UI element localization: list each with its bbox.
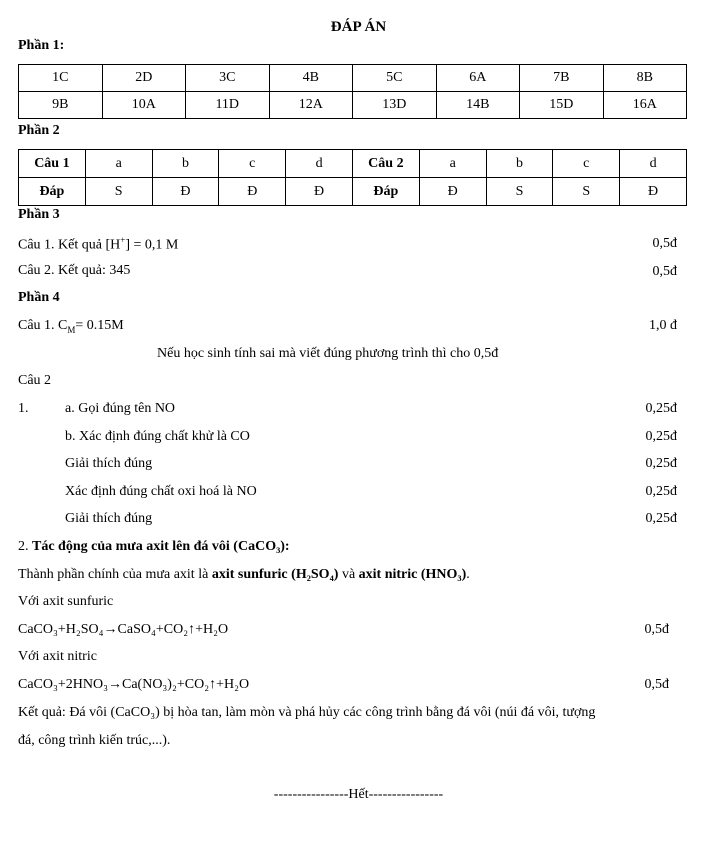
item1-line-c-points: 0,25đ — [645, 456, 677, 471]
header-cell: c — [219, 150, 286, 178]
item2-heading — [18, 539, 290, 555]
answer-cell: 11D — [186, 92, 270, 119]
header-cell: d — [286, 150, 353, 178]
header-cell: a — [85, 150, 152, 178]
equation-1-points: 0,5đ — [644, 622, 669, 637]
equation-1: CaCO₃+H₂SO₄→CaSO₄+CO₂↑+H₂O — [18, 622, 229, 637]
answer-cell: 12A — [269, 92, 353, 119]
part4-q1-note: Nếu học sinh tính sai mà viết đúng phương trình thì cho 0,5đ — [157, 346, 499, 361]
q1-text-prefix: Câu 1. Kết quả [H — [18, 237, 121, 253]
equation-2: CaCO₃+2HNO₃→Ca(NO₃)₂+CO₂↑+H₂O — [18, 677, 250, 692]
equation-2-points: 0,5đ — [644, 677, 669, 692]
part4-heading: Phần 4 — [18, 290, 60, 305]
answer-cell: 1C — [19, 65, 103, 92]
answer-cell: 10A — [102, 92, 186, 119]
answer-label-cell: Đáp — [352, 178, 419, 206]
answer-cell: 14B — [436, 92, 520, 119]
answer-cell: 7B — [520, 65, 604, 92]
item1-line-e-points: 0,25đ — [645, 511, 677, 526]
part2-heading: Phần 2 — [18, 123, 60, 138]
answer-cell: 4B — [269, 65, 353, 92]
q1-text-suffix: = 0.15M — [75, 318, 124, 333]
q1-text-prefix: Câu 1. C — [18, 318, 68, 333]
acid-composition — [18, 567, 470, 583]
item1-line-a-points: 0,25đ — [645, 401, 677, 416]
table-row — [19, 178, 687, 206]
table-row — [19, 150, 687, 178]
answer-cell: S — [553, 178, 620, 206]
part3-heading: Phần 3 — [18, 207, 60, 222]
answer-cell: 6A — [436, 65, 520, 92]
part3-q1-points: 0,5đ — [652, 236, 677, 251]
header-cell: b — [486, 150, 553, 178]
answer-cell: 13D — [353, 92, 437, 119]
answer-cell: 15D — [520, 92, 604, 119]
answer-cell: S — [486, 178, 553, 206]
answer-label-cell: Đáp — [19, 178, 86, 206]
result-line-1: Kết quả: Đá vôi (CaCO₃) bị hòa tan, làm mòn và phá hủy các công trình bằng đá vôi (núi đá vôi, tượng — [18, 705, 596, 720]
part1-heading: Phần 1: — [18, 38, 65, 53]
answer-cell: Đ — [620, 178, 687, 206]
end-marker: ----------------Hết---------------- — [273, 787, 444, 802]
answer-cell: 3C — [186, 65, 270, 92]
header-cell: b — [152, 150, 219, 178]
header-cell: c — [553, 150, 620, 178]
item1-line-b-points: 0,25đ — [645, 429, 677, 444]
answer-cell: 9B — [19, 92, 103, 119]
part1-answer-table — [18, 64, 687, 119]
answer-cell: S — [85, 178, 152, 206]
q1-superscript: + — [120, 235, 126, 245]
nitric-acid-name: axit nitric (HNO₃) — [358, 567, 467, 582]
part3-q2-points: 0,5đ — [652, 264, 677, 279]
page-title: ĐÁP ÁN — [330, 19, 387, 35]
q1-text-suffix: ] = 0,1 M — [125, 237, 179, 253]
part4-question2-label: Câu 2 — [18, 373, 52, 388]
part2-answer-table — [18, 149, 687, 206]
item1-line-c: Giải thích đúng — [65, 456, 153, 471]
item1-line-d-points: 0,25đ — [645, 484, 677, 499]
answer-cell: Đ — [219, 178, 286, 206]
item2-number: 2. — [18, 539, 32, 554]
item1-line-a: a. Gọi đúng tên NO — [65, 401, 176, 416]
part4-q1-points: 1,0 đ — [649, 318, 677, 333]
question-label-cell: Câu 2 — [352, 150, 419, 178]
item1-line-d: Xác định đúng chất oxi hoá là NO — [65, 484, 257, 499]
answer-cell: 16A — [603, 92, 687, 119]
part3-question1 — [18, 235, 178, 254]
answer-cell: 2D — [102, 65, 186, 92]
header-cell: a — [419, 150, 486, 178]
item1-line-b: b. Xác định đúng chất khử là CO — [65, 429, 250, 444]
answer-cell: Đ — [152, 178, 219, 206]
q1-subscript: M — [67, 324, 76, 335]
question-label-cell: Câu 1 — [19, 150, 86, 178]
answer-cell: Đ — [286, 178, 353, 206]
with-sulfuric-label: Với axit sunfuric — [18, 594, 114, 609]
with-nitric-label: Với axit nitric — [18, 649, 97, 664]
item1-number: 1. — [18, 401, 29, 416]
table-row — [19, 65, 687, 92]
sulfuric-acid-name: axit sunfuric (H₂SO₄) — [211, 567, 339, 582]
composition-conjunction: và — [338, 567, 359, 582]
answer-cell: 5C — [353, 65, 437, 92]
header-cell: d — [620, 150, 687, 178]
part4-question1 — [18, 318, 124, 335]
item1-line-e: Giải thích đúng — [65, 511, 153, 526]
part3-question2: Câu 2. Kết quả: 345 — [18, 263, 131, 278]
answer-cell: 8B — [603, 65, 687, 92]
result-line-2: đá, công trình kiến trúc,...). — [18, 733, 171, 748]
item2-title: Tác động của mưa axit lên đá vôi (CaCO₃): — [32, 539, 290, 554]
table-row — [19, 92, 687, 119]
composition-period: . — [466, 567, 470, 582]
composition-text: Thành phần chính của mưa axit là — [18, 567, 212, 582]
answer-cell: Đ — [419, 178, 486, 206]
